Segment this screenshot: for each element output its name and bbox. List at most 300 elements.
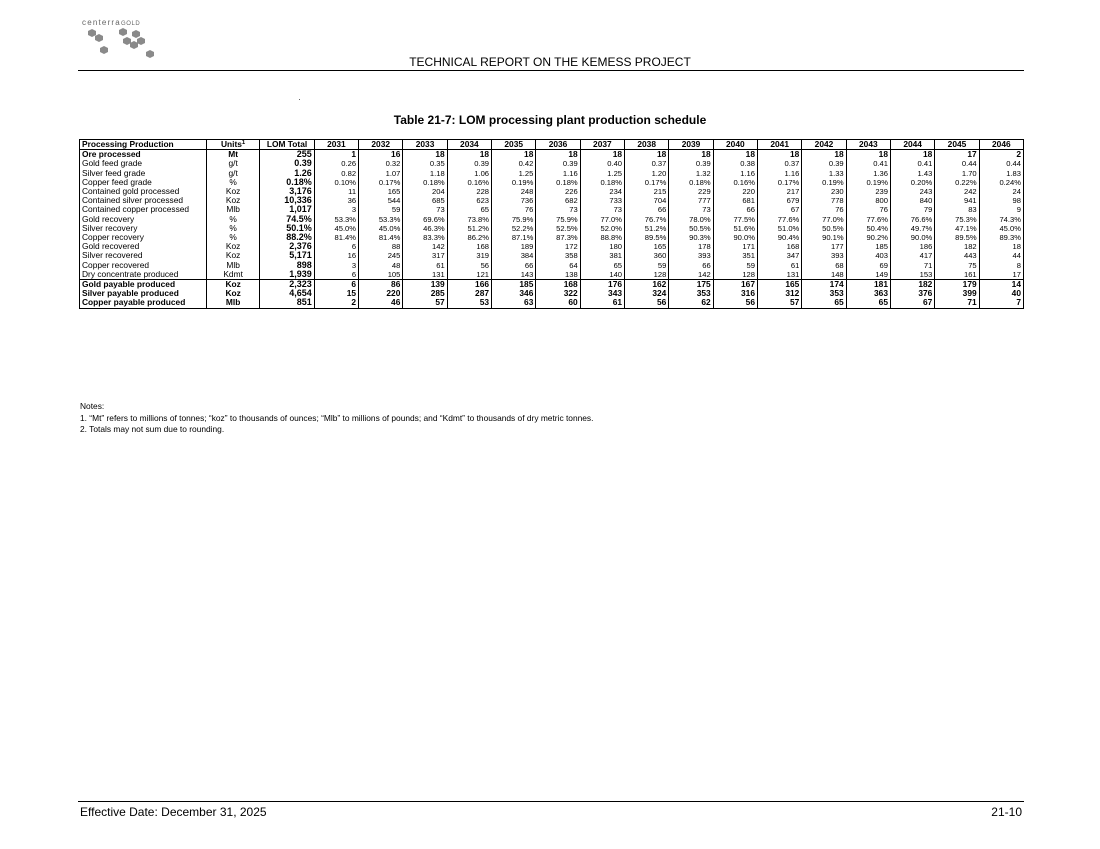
table-row <box>80 233 1024 242</box>
row-value: 59 <box>713 261 757 270</box>
table-row <box>80 196 1024 205</box>
row-value: 50.5% <box>802 224 846 233</box>
row-value: 204 <box>403 187 447 196</box>
header-year: 2033 <box>403 140 447 150</box>
row-value: 11 <box>314 187 358 196</box>
row-value: 778 <box>802 196 846 205</box>
row-value: 98 <box>979 196 1023 205</box>
row-value: 7 <box>979 298 1023 308</box>
row-value: 121 <box>447 270 491 280</box>
row-value: 53.3% <box>314 215 358 224</box>
row-value: 1.07 <box>359 169 403 178</box>
row-value: 346 <box>492 289 536 298</box>
row-value: 89.3% <box>979 233 1023 242</box>
row-value: 165 <box>359 187 403 196</box>
row-value: 77.0% <box>580 215 624 224</box>
row-value: 324 <box>625 289 669 298</box>
row-value: 0.16% <box>447 178 491 187</box>
row-value: 69.6% <box>403 215 447 224</box>
table-row <box>80 261 1024 270</box>
row-value: 347 <box>758 251 802 260</box>
row-value: 0.41 <box>846 159 890 168</box>
table-notes <box>80 401 593 436</box>
row-unit: % <box>206 233 259 242</box>
row-value: 9 <box>979 205 1023 214</box>
row-value: 66 <box>492 261 536 270</box>
row-value: 363 <box>846 289 890 298</box>
row-value: 50.5% <box>669 224 713 233</box>
row-value: 18 <box>536 150 580 160</box>
row-value: 0.20% <box>890 178 934 187</box>
row-label: Silver recovered <box>80 251 207 260</box>
row-value: 75.9% <box>536 215 580 224</box>
header-year: 2035 <box>492 140 536 150</box>
row-value: 18 <box>846 150 890 160</box>
row-value: 800 <box>846 196 890 205</box>
row-value: 181 <box>846 280 890 290</box>
row-lom-total: 2,323 <box>260 280 314 290</box>
row-value: 61 <box>403 261 447 270</box>
row-value: 287 <box>447 289 491 298</box>
row-value: 0.44 <box>979 159 1023 168</box>
row-value: 0.39 <box>802 159 846 168</box>
row-value: 0.82 <box>314 169 358 178</box>
table-row <box>80 224 1024 233</box>
row-value: 143 <box>492 270 536 280</box>
row-value: 90.0% <box>890 233 934 242</box>
row-unit: % <box>206 224 259 233</box>
row-value: 56 <box>713 298 757 308</box>
row-value: 17 <box>935 150 979 160</box>
row-value: 242 <box>935 187 979 196</box>
row-value: 0.10% <box>314 178 358 187</box>
row-value: 88 <box>359 242 403 251</box>
row-value: 89.5% <box>625 233 669 242</box>
header-processing-production: Processing Production <box>80 140 207 150</box>
notes-heading: Notes: <box>80 401 105 411</box>
row-value: 59 <box>359 205 403 214</box>
row-value: 226 <box>536 187 580 196</box>
row-value: 177 <box>802 242 846 251</box>
row-lom-total: 0.18% <box>260 178 314 187</box>
row-label: Contained copper processed <box>80 205 207 214</box>
row-value: 319 <box>447 251 491 260</box>
row-value: 230 <box>802 187 846 196</box>
row-value: 172 <box>536 242 580 251</box>
row-value: 73 <box>580 205 624 214</box>
row-value: 2 <box>979 150 1023 160</box>
row-value: 87.1% <box>492 233 536 242</box>
row-value: 1.16 <box>758 169 802 178</box>
row-value: 3 <box>314 205 358 214</box>
row-value: 73 <box>536 205 580 214</box>
row-value: 0.39 <box>669 159 713 168</box>
row-lom-total: 10,336 <box>260 196 314 205</box>
row-value: 79 <box>890 205 934 214</box>
header-year: 2042 <box>802 140 846 150</box>
row-label: Gold feed grade <box>80 159 207 168</box>
row-value: 351 <box>713 251 757 260</box>
row-value: 14 <box>979 280 1023 290</box>
row-value: 6 <box>314 270 358 280</box>
row-value: 2 <box>314 298 358 308</box>
row-label: Gold recovered <box>80 242 207 251</box>
table-row <box>80 289 1024 298</box>
row-lom-total: 1,939 <box>260 270 314 280</box>
row-value: 47.1% <box>935 224 979 233</box>
table-caption: Table 21-7: LOM processing plant production schedule <box>393 113 707 127</box>
row-lom-total: 2,376 <box>260 242 314 251</box>
row-value: 0.44 <box>935 159 979 168</box>
header-year: 2034 <box>447 140 491 150</box>
row-value: 681 <box>713 196 757 205</box>
row-value: 0.18% <box>403 178 447 187</box>
header-year: 2040 <box>713 140 757 150</box>
row-unit: Mlb <box>206 261 259 270</box>
row-value: 360 <box>625 251 669 260</box>
row-value: 17 <box>979 270 1023 280</box>
row-value: 90.2% <box>846 233 890 242</box>
row-value: 52.0% <box>580 224 624 233</box>
row-value: 185 <box>846 242 890 251</box>
row-value: 18 <box>713 150 757 160</box>
row-value: 63 <box>492 298 536 308</box>
row-value: 353 <box>669 289 713 298</box>
row-value: 393 <box>669 251 713 260</box>
row-value: 0.41 <box>890 159 934 168</box>
row-value: 90.3% <box>669 233 713 242</box>
row-value: 49.7% <box>890 224 934 233</box>
row-value: 45.0% <box>359 224 403 233</box>
row-label: Gold recovery <box>80 215 207 224</box>
header-year: 2045 <box>935 140 979 150</box>
table-row <box>80 169 1024 178</box>
row-value: 0.19% <box>846 178 890 187</box>
header-rule <box>78 70 1024 71</box>
table-row <box>80 242 1024 251</box>
row-unit: Mt <box>206 150 259 160</box>
row-value: 131 <box>403 270 447 280</box>
row-value: 87.3% <box>536 233 580 242</box>
row-value: 1.16 <box>536 169 580 178</box>
row-value: 168 <box>447 242 491 251</box>
row-value: 81.4% <box>314 233 358 242</box>
row-value: 24 <box>979 187 1023 196</box>
row-value: 50.4% <box>846 224 890 233</box>
row-value: 941 <box>935 196 979 205</box>
row-value: 168 <box>758 242 802 251</box>
row-value: 179 <box>935 280 979 290</box>
row-value: 18 <box>758 150 802 160</box>
row-lom-total: 88.2% <box>260 233 314 242</box>
row-value: 131 <box>758 270 802 280</box>
row-value: 0.37 <box>625 159 669 168</box>
row-value: 215 <box>625 187 669 196</box>
production-schedule-table <box>79 139 1024 309</box>
row-value: 733 <box>580 196 624 205</box>
row-unit: Koz <box>206 251 259 260</box>
row-value: 1.25 <box>492 169 536 178</box>
row-value: 60 <box>536 298 580 308</box>
row-value: 77.6% <box>846 215 890 224</box>
row-value: 185 <box>492 280 536 290</box>
row-value: 243 <box>890 187 934 196</box>
row-value: 1.06 <box>447 169 491 178</box>
note-item: 1. “Mt” refers to millions of tonnes; “koz” to thousands of ounces; “Mlb” to millions of pounds; and “Kdmt” to thousands of dry metric tonnes. <box>80 412 594 423</box>
row-value: 0.24% <box>979 178 1023 187</box>
table-row <box>80 251 1024 260</box>
row-value: 0.18% <box>536 178 580 187</box>
row-value: 0.18% <box>669 178 713 187</box>
row-value: 0.19% <box>802 178 846 187</box>
row-value: 1.25 <box>580 169 624 178</box>
row-value: 182 <box>890 280 934 290</box>
row-value: 544 <box>359 196 403 205</box>
row-value: 186 <box>890 242 934 251</box>
row-value: 0.42 <box>492 159 536 168</box>
row-value: 18 <box>403 150 447 160</box>
effective-date: Effective Date: December 31, 2025 <box>80 805 267 819</box>
row-value: 18 <box>625 150 669 160</box>
row-label: Silver recovery <box>80 224 207 233</box>
row-value: 16 <box>359 150 403 160</box>
row-label: Copper payable produced <box>80 298 207 308</box>
row-value: 77.6% <box>758 215 802 224</box>
row-label: Copper recovered <box>80 261 207 270</box>
footer-rule <box>78 801 1024 802</box>
row-value: 682 <box>536 196 580 205</box>
row-value: 65 <box>802 298 846 308</box>
row-value: 353 <box>802 289 846 298</box>
row-value: 148 <box>802 270 846 280</box>
row-value: 0.22% <box>935 178 979 187</box>
row-value: 128 <box>625 270 669 280</box>
row-value: 0.37 <box>758 159 802 168</box>
row-lom-total: 898 <box>260 261 314 270</box>
row-value: 343 <box>580 289 624 298</box>
row-value: 57 <box>403 298 447 308</box>
header-year: 2037 <box>580 140 624 150</box>
row-label: Ore processed <box>80 150 207 160</box>
stray-dot <box>299 99 300 100</box>
row-value: 18 <box>669 150 713 160</box>
row-value: 65 <box>447 205 491 214</box>
row-value: 6 <box>314 280 358 290</box>
row-unit: Koz <box>206 289 259 298</box>
row-value: 59 <box>625 261 669 270</box>
row-value: 317 <box>403 251 447 260</box>
row-value: 1.83 <box>979 169 1023 178</box>
row-lom-total: 255 <box>260 150 314 160</box>
row-value: 52.5% <box>536 224 580 233</box>
row-value: 623 <box>447 196 491 205</box>
row-value: 685 <box>403 196 447 205</box>
header-year: 2041 <box>758 140 802 150</box>
header-year: 2032 <box>359 140 403 150</box>
row-lom-total: 1.26 <box>260 169 314 178</box>
row-value: 174 <box>802 280 846 290</box>
row-value: 51.0% <box>758 224 802 233</box>
row-unit: Mlb <box>206 298 259 308</box>
row-value: 78.0% <box>669 215 713 224</box>
row-value: 178 <box>669 242 713 251</box>
table-row <box>80 215 1024 224</box>
row-value: 376 <box>890 289 934 298</box>
row-value: 140 <box>580 270 624 280</box>
row-unit: Koz <box>206 196 259 205</box>
header-year: 2044 <box>890 140 934 150</box>
row-value: 217 <box>758 187 802 196</box>
row-value: 73 <box>669 205 713 214</box>
row-value: 73.8% <box>447 215 491 224</box>
row-unit: Koz <box>206 280 259 290</box>
row-value: 1.43 <box>890 169 934 178</box>
row-value: 228 <box>447 187 491 196</box>
table-row <box>80 178 1024 187</box>
row-value: 3 <box>314 261 358 270</box>
row-lom-total: 50.1% <box>260 224 314 233</box>
row-label: Contained gold processed <box>80 187 207 196</box>
row-value: 128 <box>713 270 757 280</box>
row-value: 62 <box>669 298 713 308</box>
row-label: Silver feed grade <box>80 169 207 178</box>
logo-wordmark: centerraGOLD <box>82 18 141 27</box>
row-lom-total: 3,176 <box>260 187 314 196</box>
row-value: 245 <box>359 251 403 260</box>
row-value: 142 <box>403 242 447 251</box>
row-value: 248 <box>492 187 536 196</box>
table-row <box>80 187 1024 196</box>
row-value: 229 <box>669 187 713 196</box>
row-value: 40 <box>979 289 1023 298</box>
row-value: 90.0% <box>713 233 757 242</box>
row-value: 0.38 <box>713 159 757 168</box>
row-value: 171 <box>713 242 757 251</box>
row-label: Dry concentrate produced <box>80 270 207 280</box>
row-label: Copper recovery <box>80 233 207 242</box>
row-label: Copper feed grade <box>80 178 207 187</box>
row-value: 61 <box>580 298 624 308</box>
row-value: 1.20 <box>625 169 669 178</box>
row-value: 67 <box>890 298 934 308</box>
row-value: 53.3% <box>359 215 403 224</box>
row-value: 0.26 <box>314 159 358 168</box>
row-lom-total: 1,017 <box>260 205 314 214</box>
row-value: 0.35 <box>403 159 447 168</box>
row-value: 69 <box>846 261 890 270</box>
row-value: 71 <box>935 298 979 308</box>
row-value: 1.32 <box>669 169 713 178</box>
row-value: 165 <box>625 242 669 251</box>
row-value: 312 <box>758 289 802 298</box>
row-value: 220 <box>359 289 403 298</box>
row-value: 777 <box>669 196 713 205</box>
row-value: 153 <box>890 270 934 280</box>
row-value: 56 <box>447 261 491 270</box>
row-value: 83 <box>935 205 979 214</box>
row-value: 18 <box>802 150 846 160</box>
row-label: Contained silver processed <box>80 196 207 205</box>
row-value: 18 <box>580 150 624 160</box>
row-value: 381 <box>580 251 624 260</box>
row-value: 162 <box>625 280 669 290</box>
row-value: 36 <box>314 196 358 205</box>
row-value: 0.39 <box>447 159 491 168</box>
row-unit: % <box>206 178 259 187</box>
row-unit: g/t <box>206 159 259 168</box>
row-value: 88.8% <box>580 233 624 242</box>
row-value: 176 <box>580 280 624 290</box>
row-unit: Koz <box>206 187 259 196</box>
row-value: 66 <box>713 205 757 214</box>
row-value: 736 <box>492 196 536 205</box>
row-value: 46.3% <box>403 224 447 233</box>
row-value: 399 <box>935 289 979 298</box>
row-value: 18 <box>979 242 1023 251</box>
row-value: 57 <box>758 298 802 308</box>
row-value: 75 <box>935 261 979 270</box>
row-value: 81.4% <box>359 233 403 242</box>
row-value: 443 <box>935 251 979 260</box>
row-value: 704 <box>625 196 669 205</box>
row-value: 51.6% <box>713 224 757 233</box>
page-number: 21-10 <box>991 805 1022 819</box>
header-year: 2039 <box>669 140 713 150</box>
header-year: 2036 <box>536 140 580 150</box>
row-lom-total: 5,171 <box>260 251 314 260</box>
row-value: 77.5% <box>713 215 757 224</box>
row-unit: Mlb <box>206 205 259 214</box>
row-value: 15 <box>314 289 358 298</box>
row-value: 679 <box>758 196 802 205</box>
row-value: 142 <box>669 270 713 280</box>
row-value: 1.33 <box>802 169 846 178</box>
row-value: 44 <box>979 251 1023 260</box>
table-row <box>80 159 1024 168</box>
row-value: 48 <box>359 261 403 270</box>
row-value: 71 <box>890 261 934 270</box>
row-value: 220 <box>713 187 757 196</box>
row-value: 840 <box>890 196 934 205</box>
row-unit: % <box>206 215 259 224</box>
report-title: TECHNICAL REPORT ON THE KEMESS PROJECT <box>409 55 691 69</box>
row-value: 18 <box>890 150 934 160</box>
row-value: 74.3% <box>979 215 1023 224</box>
row-value: 90.4% <box>758 233 802 242</box>
note-item: 2. Totals may not sum due to rounding. <box>80 424 225 435</box>
row-value: 168 <box>536 280 580 290</box>
row-lom-total: 0.39 <box>260 159 314 168</box>
row-value: 0.39 <box>536 159 580 168</box>
row-value: 45.0% <box>314 224 358 233</box>
row-value: 239 <box>846 187 890 196</box>
row-value: 175 <box>669 280 713 290</box>
table-row <box>80 205 1024 214</box>
row-value: 51.2% <box>625 224 669 233</box>
row-value: 56 <box>625 298 669 308</box>
row-value: 52.2% <box>492 224 536 233</box>
table-row <box>80 270 1024 280</box>
row-label: Silver payable produced <box>80 289 207 298</box>
row-value: 166 <box>447 280 491 290</box>
table-row <box>80 298 1024 308</box>
header-year: 2046 <box>979 140 1023 150</box>
row-value: 75.9% <box>492 215 536 224</box>
row-value: 138 <box>536 270 580 280</box>
row-value: 86 <box>359 280 403 290</box>
row-value: 0.40 <box>580 159 624 168</box>
row-unit: Kdmt <box>206 270 259 280</box>
